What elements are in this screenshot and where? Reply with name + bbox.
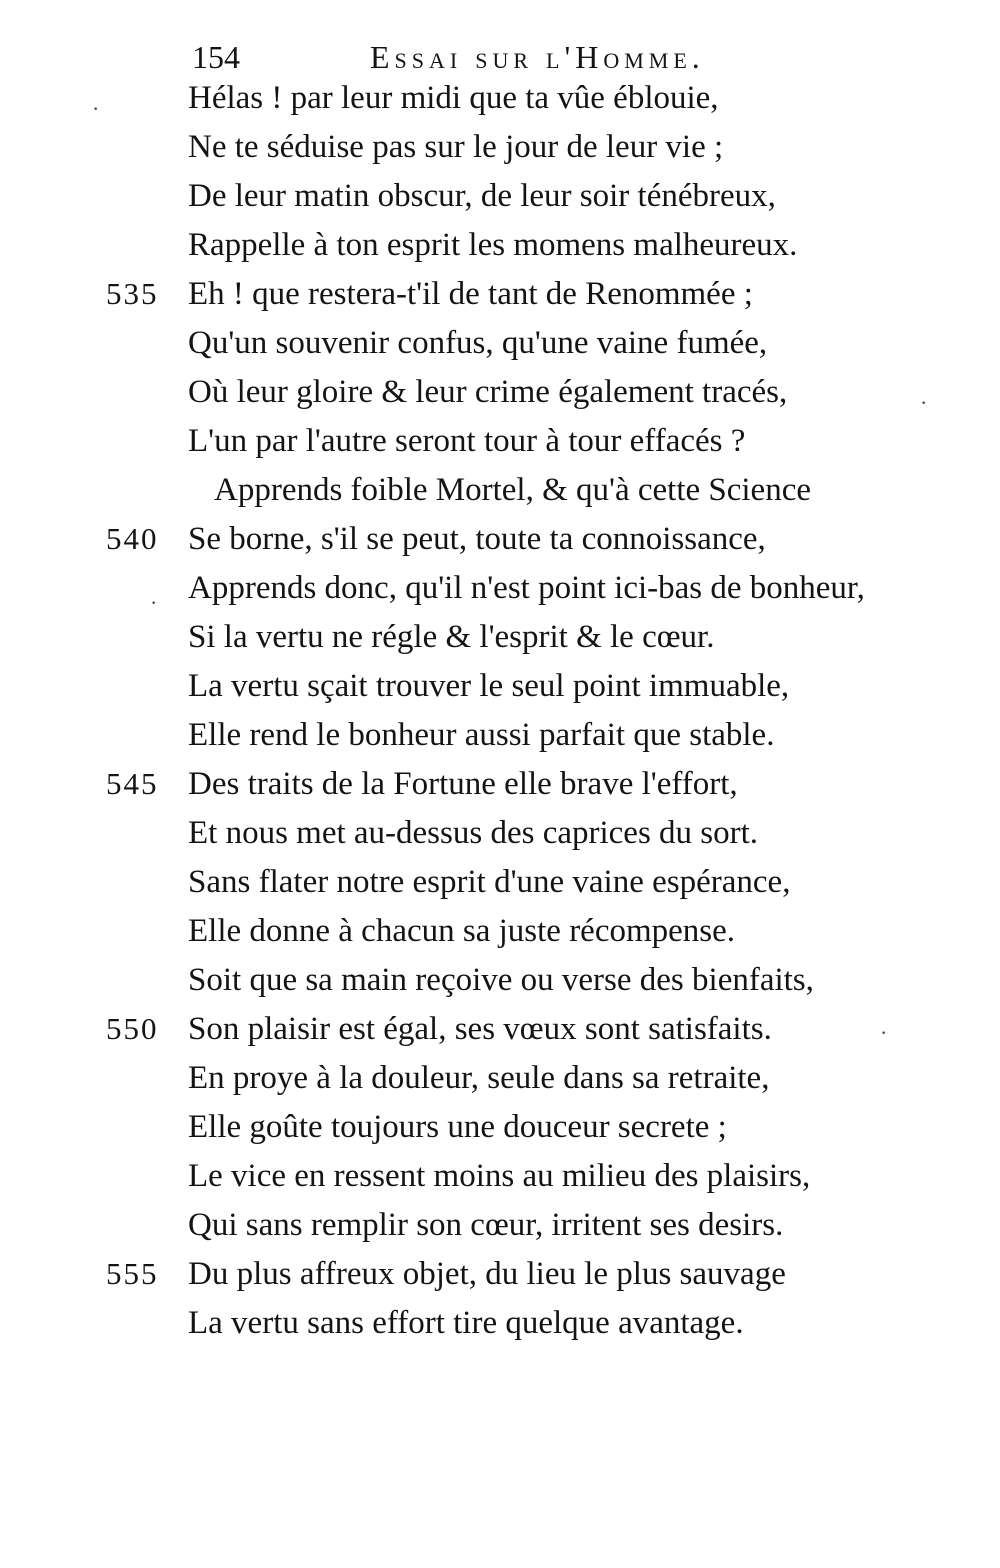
verse-line-text: Où leur gloire & leur crime également tracés,	[188, 374, 788, 410]
line-number: 555	[106, 1256, 159, 1291]
verse-line	[0, 123, 1000, 171]
verse-line-text: Le vice en ressent moins au milieu des plaisirs,	[188, 1158, 811, 1194]
verse-line-text: En proye à la douleur, seule dans sa retraite,	[188, 1060, 770, 1096]
line-number: 540	[106, 521, 159, 556]
verse-line-text: Soit que sa main reçoive ou verse des bienfaits,	[188, 962, 814, 998]
line-number: 550	[106, 1011, 159, 1046]
print-speck: ·	[92, 96, 100, 121]
verse-line-text: L'un par l'autre seront tour à tour effacés ?	[188, 423, 746, 459]
verse-line-text: Sans flater notre esprit d'une vaine espérance,	[188, 864, 791, 900]
verse-line	[0, 1201, 1000, 1249]
verse-line-text: Du plus affreux objet, du lieu le plus sauvage	[188, 1256, 786, 1292]
verse-line-text: Apprends donc, qu'il n'est point ici-bas de bonheur,	[188, 570, 865, 606]
verse-line-text: Des traits de la Fortune elle brave l'effort,	[188, 766, 738, 802]
print-speck: ·	[150, 590, 158, 615]
verse-line	[0, 711, 1000, 759]
running-title: Essai sur l'Homme.	[370, 39, 705, 75]
verse-line	[0, 368, 1000, 416]
verse-line-text: De leur matin obscur, de leur soir ténébreux,	[188, 178, 776, 214]
verse-line	[0, 1054, 1000, 1102]
line-number: 545	[106, 766, 159, 801]
verse-line	[0, 319, 1000, 367]
verse-line	[0, 956, 1000, 1004]
verse-line-text: La vertu sans effort tire quelque avantage.	[188, 1305, 744, 1341]
verse-line-text: Apprends foible Mortel, & qu'à cette Science	[214, 472, 811, 508]
verse-line	[0, 417, 1000, 465]
verse-line-text: Ne te séduise pas sur le jour de leur vie ;	[188, 129, 724, 165]
verse-line	[0, 1152, 1000, 1200]
verse-line	[0, 613, 1000, 661]
verse-line	[0, 221, 1000, 269]
verse-line-text: Se borne, s'il se peut, toute ta connoissance,	[188, 521, 766, 557]
print-speck: ·	[920, 390, 928, 415]
verse-line	[0, 74, 1000, 122]
verse-line-text: Rappelle à ton esprit les momens malheureux.	[188, 227, 798, 263]
verse-line-text: Si la vertu ne régle & l'esprit & le cœur.	[188, 619, 715, 655]
verse-line	[0, 515, 1000, 563]
print-speck: ·	[880, 1020, 888, 1045]
page-number: 154	[192, 39, 240, 75]
verse-line	[0, 1005, 1000, 1053]
verse-line-text: Son plaisir est égal, ses vœux sont satisfaits.	[188, 1011, 772, 1047]
verse-line	[0, 907, 1000, 955]
verse-line-text: Eh ! que restera-t'il de tant de Renommée ;	[188, 276, 753, 312]
verse-line-text: Elle rend le bonheur aussi parfait que stable.	[188, 717, 775, 753]
verse-line	[0, 662, 1000, 710]
verse-line	[0, 858, 1000, 906]
verse-line-text: Qui sans remplir son cœur, irritent ses desirs.	[188, 1207, 784, 1243]
verse-line	[0, 172, 1000, 220]
verse-line	[0, 1299, 1000, 1347]
verse-line	[0, 760, 1000, 808]
verse-line	[0, 809, 1000, 857]
verse-line-text: Hélas ! par leur midi que ta vûe éblouie,	[188, 80, 719, 116]
verse-line-text: Et nous met au-dessus des caprices du sort.	[188, 815, 759, 851]
verse-line-text: Elle donne à chacun sa juste récompense.	[188, 913, 736, 949]
verse-line	[0, 270, 1000, 318]
verse-line-text: La vertu sçait trouver le seul point immuable,	[188, 668, 790, 704]
line-number: 535	[106, 276, 159, 311]
verse-line	[0, 466, 1000, 514]
verse-line-text: Elle goûte toujours une douceur secrete ;	[188, 1109, 727, 1145]
verse-line	[0, 1250, 1000, 1298]
verse-line-text: Qu'un souvenir confus, qu'une vaine fumée,	[188, 325, 768, 361]
verse-line	[0, 1103, 1000, 1151]
